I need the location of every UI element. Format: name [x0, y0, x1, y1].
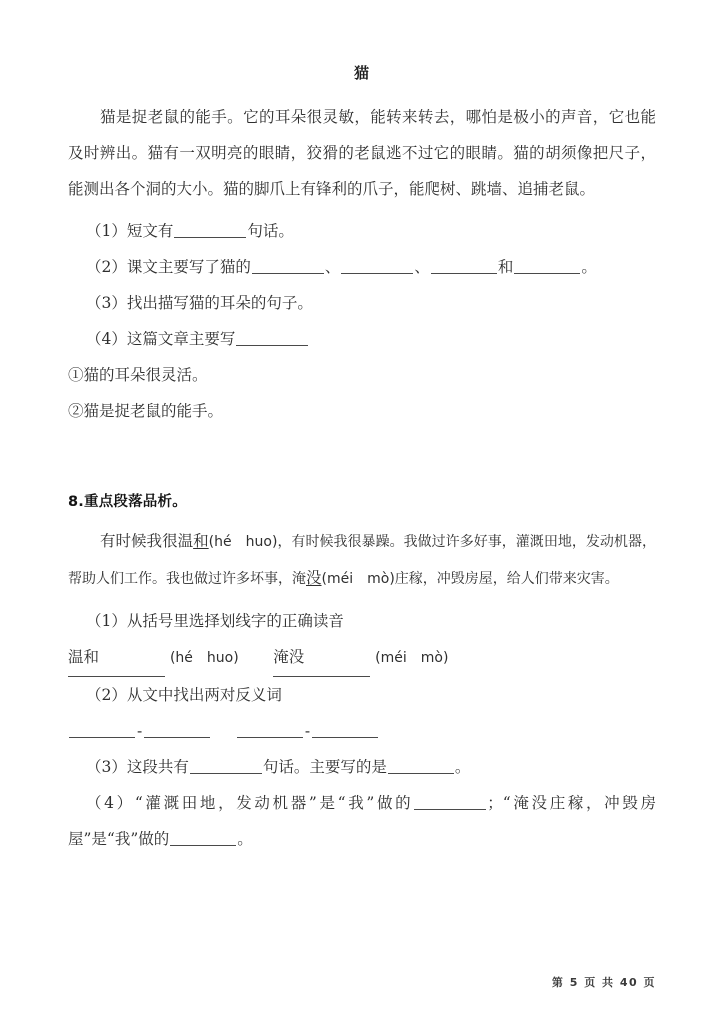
answer-blank[interactable]: [252, 258, 324, 274]
section8-question-2: （2）从文中找出两对反义词: [86, 686, 282, 704]
antonym-hyphen: -: [137, 722, 143, 740]
answer-blank[interactable]: [514, 258, 580, 274]
word-blank-yanmo[interactable]: [273, 639, 370, 677]
section8-pinyin-answer-row: [68, 639, 656, 677]
antonym-hyphen: -: [304, 722, 311, 740]
q4-prefix-text: （4）这篇文章主要写: [86, 330, 236, 348]
section8-question-4: [68, 785, 656, 857]
underlined-char-he: 和: [193, 532, 209, 550]
underlined-char-mo: 没: [306, 569, 322, 587]
article-question-2: [68, 249, 656, 285]
article-question-1: [68, 213, 656, 249]
word-mo: 没: [288, 648, 305, 666]
answer-blank[interactable]: [69, 722, 135, 738]
q2-separator-1: 、: [324, 258, 341, 276]
q1-prefix-text: （1）短文有: [86, 222, 174, 240]
q2-prefix-text: （2）课文主要写了猫的: [86, 258, 251, 276]
article-question-3: （3）找出描写猫的耳朵的句子。: [86, 294, 313, 312]
q2-suffix-text: 。: [581, 258, 597, 276]
section8-paragraph: [68, 523, 656, 597]
answer-blank[interactable]: [236, 330, 308, 346]
section8-antonym-blanks-row: [68, 713, 656, 749]
q3-prefix-text: （3）这段共有: [86, 758, 189, 776]
paragraph-part-2: (hé huo)，有时候我很暴躁。我做过许多好事，灌溉田地，发动机器，帮助人们工作。我也做过许多坏事，淹: [68, 534, 656, 587]
q4-prefix-text: （4）“灌溉田地，发动机器”是“我”做的: [86, 794, 414, 812]
answer-blank[interactable]: [312, 722, 378, 738]
article-title: 猫: [353, 64, 370, 82]
answer-blank[interactable]: [170, 830, 236, 846]
q2-separator-2: 、: [414, 258, 430, 276]
page-content: [68, 62, 656, 857]
section8-question-1: （1）从括号里选择划线字的正确读音: [86, 612, 344, 630]
q3-mid-text: 句话。主要写的是: [262, 758, 387, 776]
article-paragraph: 猫是捉老鼠的能手。它的耳朵很灵敏，能转来转去，哪怕是极小的声音，它也能及时辨出。猫有一双明亮的眼睛，狡猾的老鼠逃不过它的眼睛。猫的胡须像把尺子，能测出各个洞的大小。猫的脚爪上有锋利的爪子，能爬树、跳墙、追捕老鼠。: [68, 108, 656, 198]
pinyin-choice-he-huo: (hé huo): [169, 650, 239, 666]
answer-blank[interactable]: [174, 222, 246, 238]
word-yan: 淹: [273, 648, 289, 666]
answer-blank[interactable]: [190, 758, 262, 774]
pinyin-choice-mei-mo: (méi mò): [375, 650, 449, 666]
answer-blank[interactable]: [144, 722, 210, 738]
section8-heading: 8.重点段落品析。: [68, 494, 187, 510]
answer-blank[interactable]: [237, 722, 303, 738]
word-blank-wenhe[interactable]: [68, 639, 165, 677]
article-option-2[interactable]: ②猫是捉老鼠的能手。: [68, 402, 224, 420]
section8-question-3: [68, 749, 656, 785]
page-footer: 第 5 页 共 40 页: [551, 976, 656, 989]
q4-mid-text: ；“淹没庄稼，冲毁房屋”是“我”做的: [68, 794, 656, 848]
word-he: 和: [83, 648, 100, 666]
answer-blank[interactable]: [431, 258, 497, 274]
q2-mid-text: 和: [497, 258, 514, 276]
paragraph-part-1: 有时候我很温: [100, 532, 194, 550]
q3-suffix-text: 。: [454, 758, 471, 776]
answer-blank[interactable]: [341, 258, 413, 274]
article-option-1[interactable]: ①猫的耳朵很灵活。: [68, 366, 208, 384]
article-question-4: [68, 321, 656, 357]
answer-blank[interactable]: [388, 758, 454, 774]
word-wen: 温: [68, 648, 84, 666]
section-spacer: [68, 429, 656, 487]
paragraph-part-3: (méi mò)庄稼，冲毁房屋，给人们带来灾害。: [321, 571, 619, 587]
q4-suffix-text: 。: [237, 830, 253, 848]
q1-suffix-text: 句话。: [247, 222, 294, 240]
answer-blank[interactable]: [414, 794, 486, 810]
